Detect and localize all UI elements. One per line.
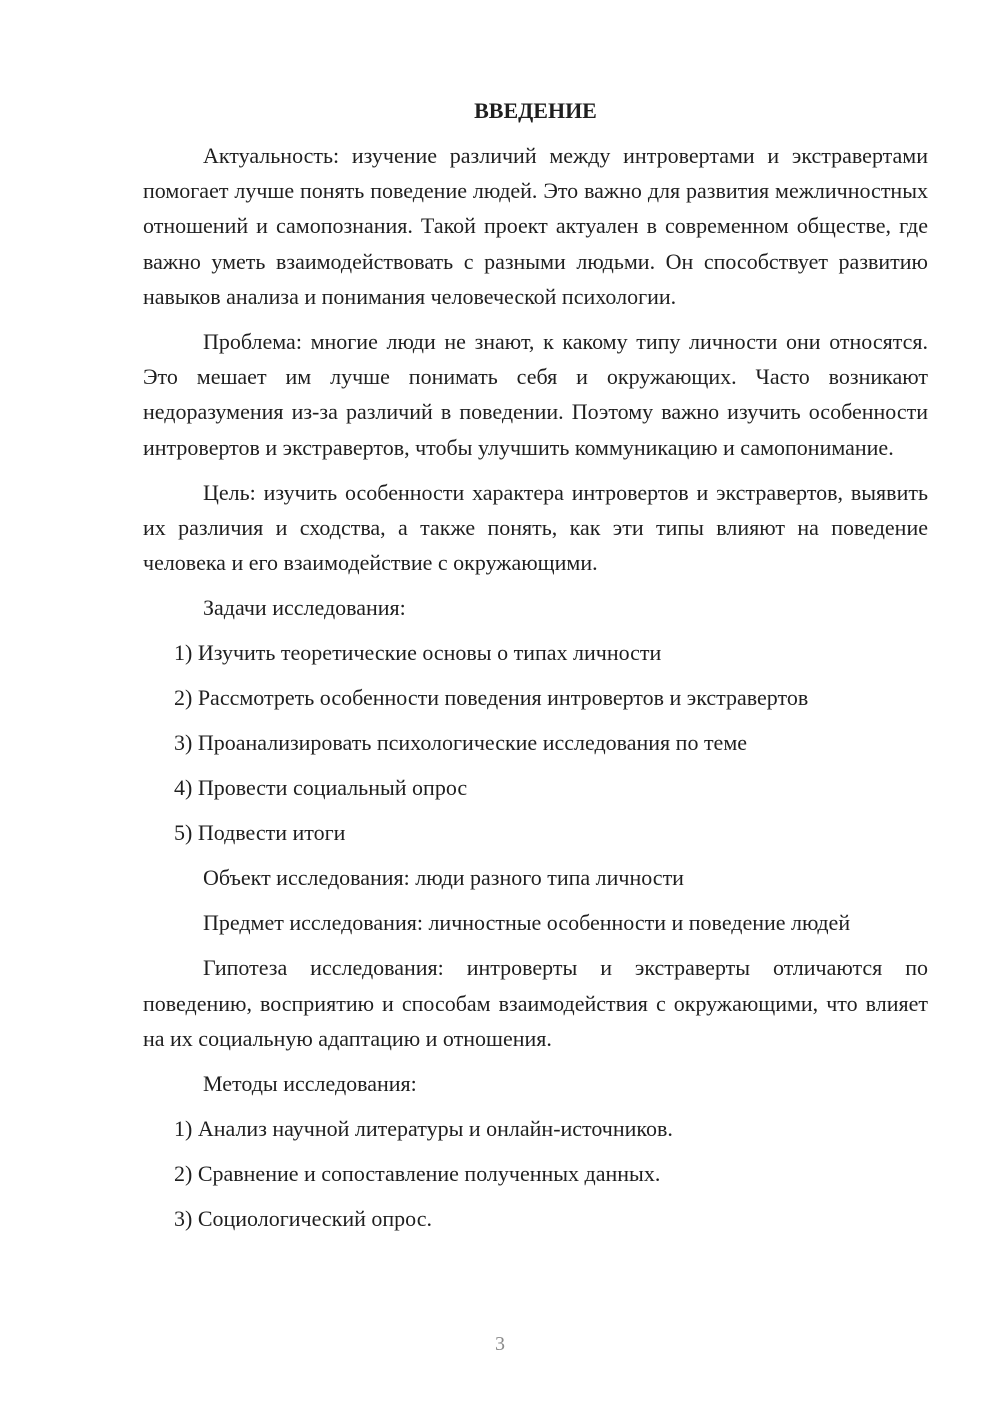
methods-list bbox=[143, 1111, 928, 1236]
tasks-heading: Задачи исследования: bbox=[203, 595, 406, 621]
list-item: 4) Провести социальный опрос bbox=[174, 775, 468, 801]
relevance-paragraph: Актуальность: изучение различий между интровертами и экстравертами помогает лучше понять поведение людей. Это важно для развития межличностных отношений и самопознания. Такой проект актуален в современном обществе, где важно уметь взаимодействовать с разными людьми. Он способствует развитию навыков анализа и понимания человеческой психологии. bbox=[143, 143, 928, 309]
object-line: Объект исследования: люди разного типа личности bbox=[203, 865, 684, 891]
methods-heading: Методы исследования: bbox=[203, 1071, 417, 1097]
list-item: 5) Подвести итоги bbox=[174, 820, 346, 846]
list-item: 3) Проанализировать психологические исследования по теме bbox=[174, 730, 748, 756]
problem-paragraph: Проблема: многие люди не знают, к какому типу личности они относятся. Это мешает им лучше понимать себя и окружающих. Часто возникают недоразумения из-за различий в поведении. Поэтому важно изучить особенности интровертов и экстравертов, чтобы улучшить коммуникацию и самопонимание. bbox=[143, 329, 928, 460]
list-item: 2) Рассмотреть особенности поведения интровертов и экстравертов bbox=[174, 685, 809, 711]
list-item: 1) Изучить теоретические основы о типах личности bbox=[174, 640, 662, 666]
subject-line: Предмет исследования: личностные особенности и поведение людей bbox=[203, 910, 851, 936]
tasks-list bbox=[143, 635, 928, 850]
list-item: 3) Социологический опрос. bbox=[174, 1206, 432, 1232]
document-page bbox=[143, 96, 928, 1246]
list-item: 2) Сравнение и сопоставление полученных данных. bbox=[174, 1161, 661, 1187]
goal-paragraph: Цель: изучить особенности характера интровертов и экстравертов, выявить их различия и сходства, а также понять, как эти типы влияют на поведение человека и его взаимодействие с окружающими. bbox=[143, 479, 928, 576]
list-item: 1) Анализ научной литературы и онлайн-источников. bbox=[174, 1116, 673, 1142]
page-title: ВВЕДЕНИЕ bbox=[474, 98, 597, 123]
page-number: 3 bbox=[495, 1333, 505, 1355]
hypothesis-paragraph: Гипотеза исследования: интроверты и экстраверты отличаются по поведению, восприятию и способам взаимодействия с окружающими, что влияет на их социальную адаптацию и отношения. bbox=[143, 955, 928, 1051]
